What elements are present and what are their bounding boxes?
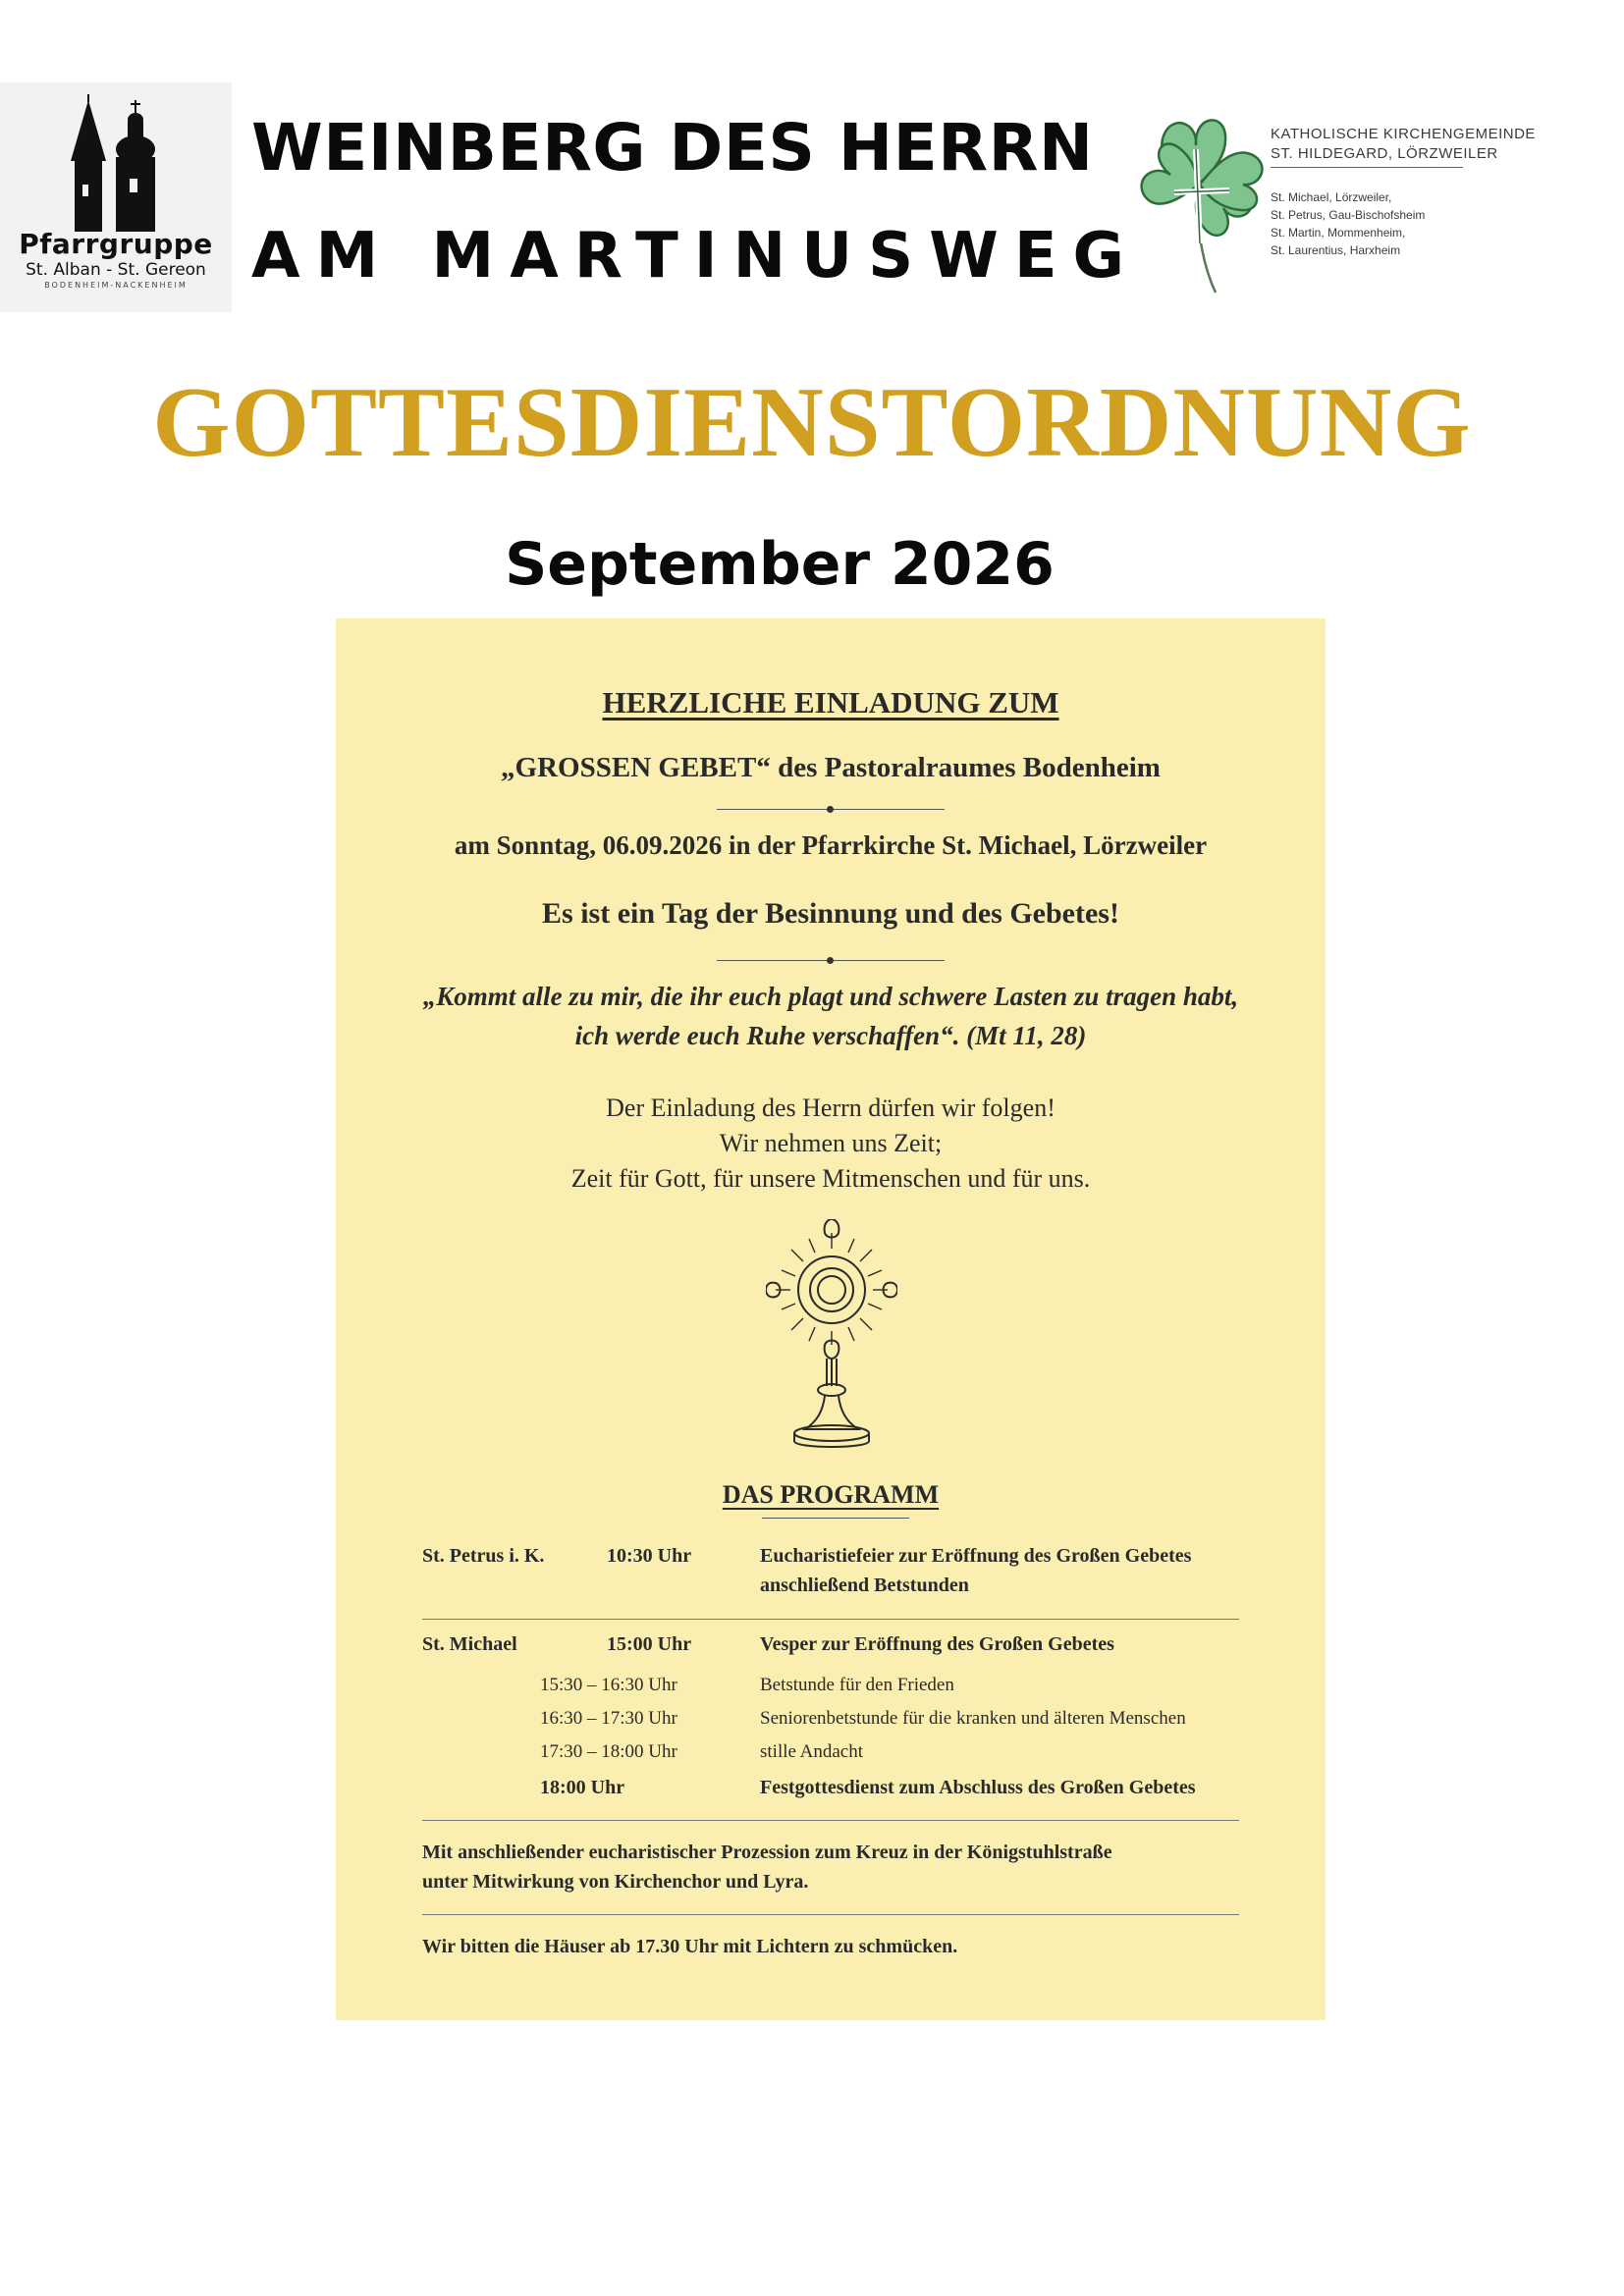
event-motto: Es ist ein Tag der Besinnung und des Gebetes! <box>542 897 1119 930</box>
closing-note: Wir bitten die Häuser ab 17.30 Uhr mit Lichtern zu schmücken. <box>422 1936 958 1957</box>
event-date: am Sonntag, 06.09.2026 in der Pfarrkirche St. Michael, Lörzweiler <box>454 830 1208 860</box>
ornament-divider <box>717 956 945 966</box>
procession-note: Mit anschließender eucharistischer Prozession zum Kreuz in der Königstuhlstraße <box>422 1842 1112 1863</box>
parish-place: St. Petrus, Gau-Bischofsheim <box>1271 208 1426 222</box>
flyer-title: HERZLICHE EINLADUNG ZUM <box>602 685 1059 720</box>
four-leaf-clover-icon <box>1135 106 1272 298</box>
monstrance-icon <box>766 1219 897 1455</box>
final-time: 18:00 Uhr <box>540 1777 625 1798</box>
sub-program-time: 15:30 – 16:30 Uhr <box>540 1675 677 1695</box>
ornament-divider <box>717 805 945 815</box>
pfarrgruppe-logo <box>0 82 232 312</box>
logo-name: Pfarrgruppe <box>19 228 213 260</box>
program-divider <box>422 1820 1239 1821</box>
parish-line-2: ST. HILDEGARD, LÖRZWEILER <box>1271 145 1498 162</box>
invite-line: Zeit für Gott, für unsere Mitmenschen und für uns. <box>570 1164 1091 1193</box>
invite-line: Der Einladung des Herrn dürfen wir folgen! <box>606 1094 1056 1122</box>
program-divider <box>422 1619 1239 1620</box>
month-title: September 2026 <box>505 530 1055 599</box>
church-towers-icon <box>69 94 163 232</box>
page-heading: GOTTESDIENSTORDNUNG <box>152 367 1472 478</box>
program-place: St. Petrus i. K. <box>422 1545 545 1567</box>
bible-quote-line: ich werde euch Ruhe verschaffen“. (Mt 11, 28) <box>574 1021 1087 1050</box>
sub-program-description: stille Andacht <box>760 1741 864 1762</box>
sub-program-description: Seniorenbetstunde für die kranken und älteren Menschen <box>760 1708 1186 1729</box>
kirchengemeinde-logo <box>1135 106 1536 298</box>
program-time: 15:00 Uhr <box>607 1633 692 1655</box>
logo-divider <box>1271 167 1463 168</box>
procession-note: unter Mitwirkung von Kirchenchor und Lyra. <box>422 1871 809 1893</box>
sub-program-time: 17:30 – 18:00 Uhr <box>540 1741 677 1762</box>
program-description: Eucharistiefeier zur Eröffnung des Großen Gebetes <box>760 1545 1192 1567</box>
flyer-subtitle: „GROSSEN GEBET“ des Pastoralraumes Bodenheim <box>501 752 1161 783</box>
program-place: St. Michael <box>422 1633 517 1655</box>
program-description: Vesper zur Eröffnung des Großen Gebetes <box>760 1633 1114 1655</box>
sub-program-description: Betstunde für den Frieden <box>760 1675 954 1695</box>
program-description: anschließend Betstunden <box>760 1575 969 1596</box>
parish-place: St. Michael, Lörzweiler, <box>1271 190 1392 204</box>
invitation-flyer <box>336 618 1326 2020</box>
parish-place: St. Laurentius, Harxheim <box>1271 243 1401 257</box>
parish-line-1: KATHOLISCHE KIRCHENGEMEINDE <box>1271 126 1536 142</box>
final-description: Festgottesdienst zum Abschluss des Großen Gebetes <box>760 1777 1196 1798</box>
program-divider <box>422 1914 1239 1915</box>
program-time: 10:30 Uhr <box>607 1545 692 1567</box>
program-underline <box>762 1518 909 1519</box>
invite-line: Wir nehmen uns Zeit; <box>719 1129 943 1157</box>
logo-tagline: BODENHEIM-NACKENHEIM <box>44 281 188 290</box>
parish-place: St. Martin, Mommenheim, <box>1271 226 1406 240</box>
sub-program-time: 16:30 – 17:30 Uhr <box>540 1708 677 1729</box>
bible-quote-line: „Kommt alle zu mir, die ihr euch plagt und schwere Lasten zu tragen habt, <box>422 982 1239 1011</box>
program-title: DAS PROGRAMM <box>722 1480 940 1509</box>
masthead-line-2: AM MARTINUSWEG <box>251 220 1141 293</box>
logo-subtitle: St. Alban - St. Gereon <box>26 260 206 280</box>
masthead-line-1: WEINBERG DES HERRN <box>251 110 1094 186</box>
